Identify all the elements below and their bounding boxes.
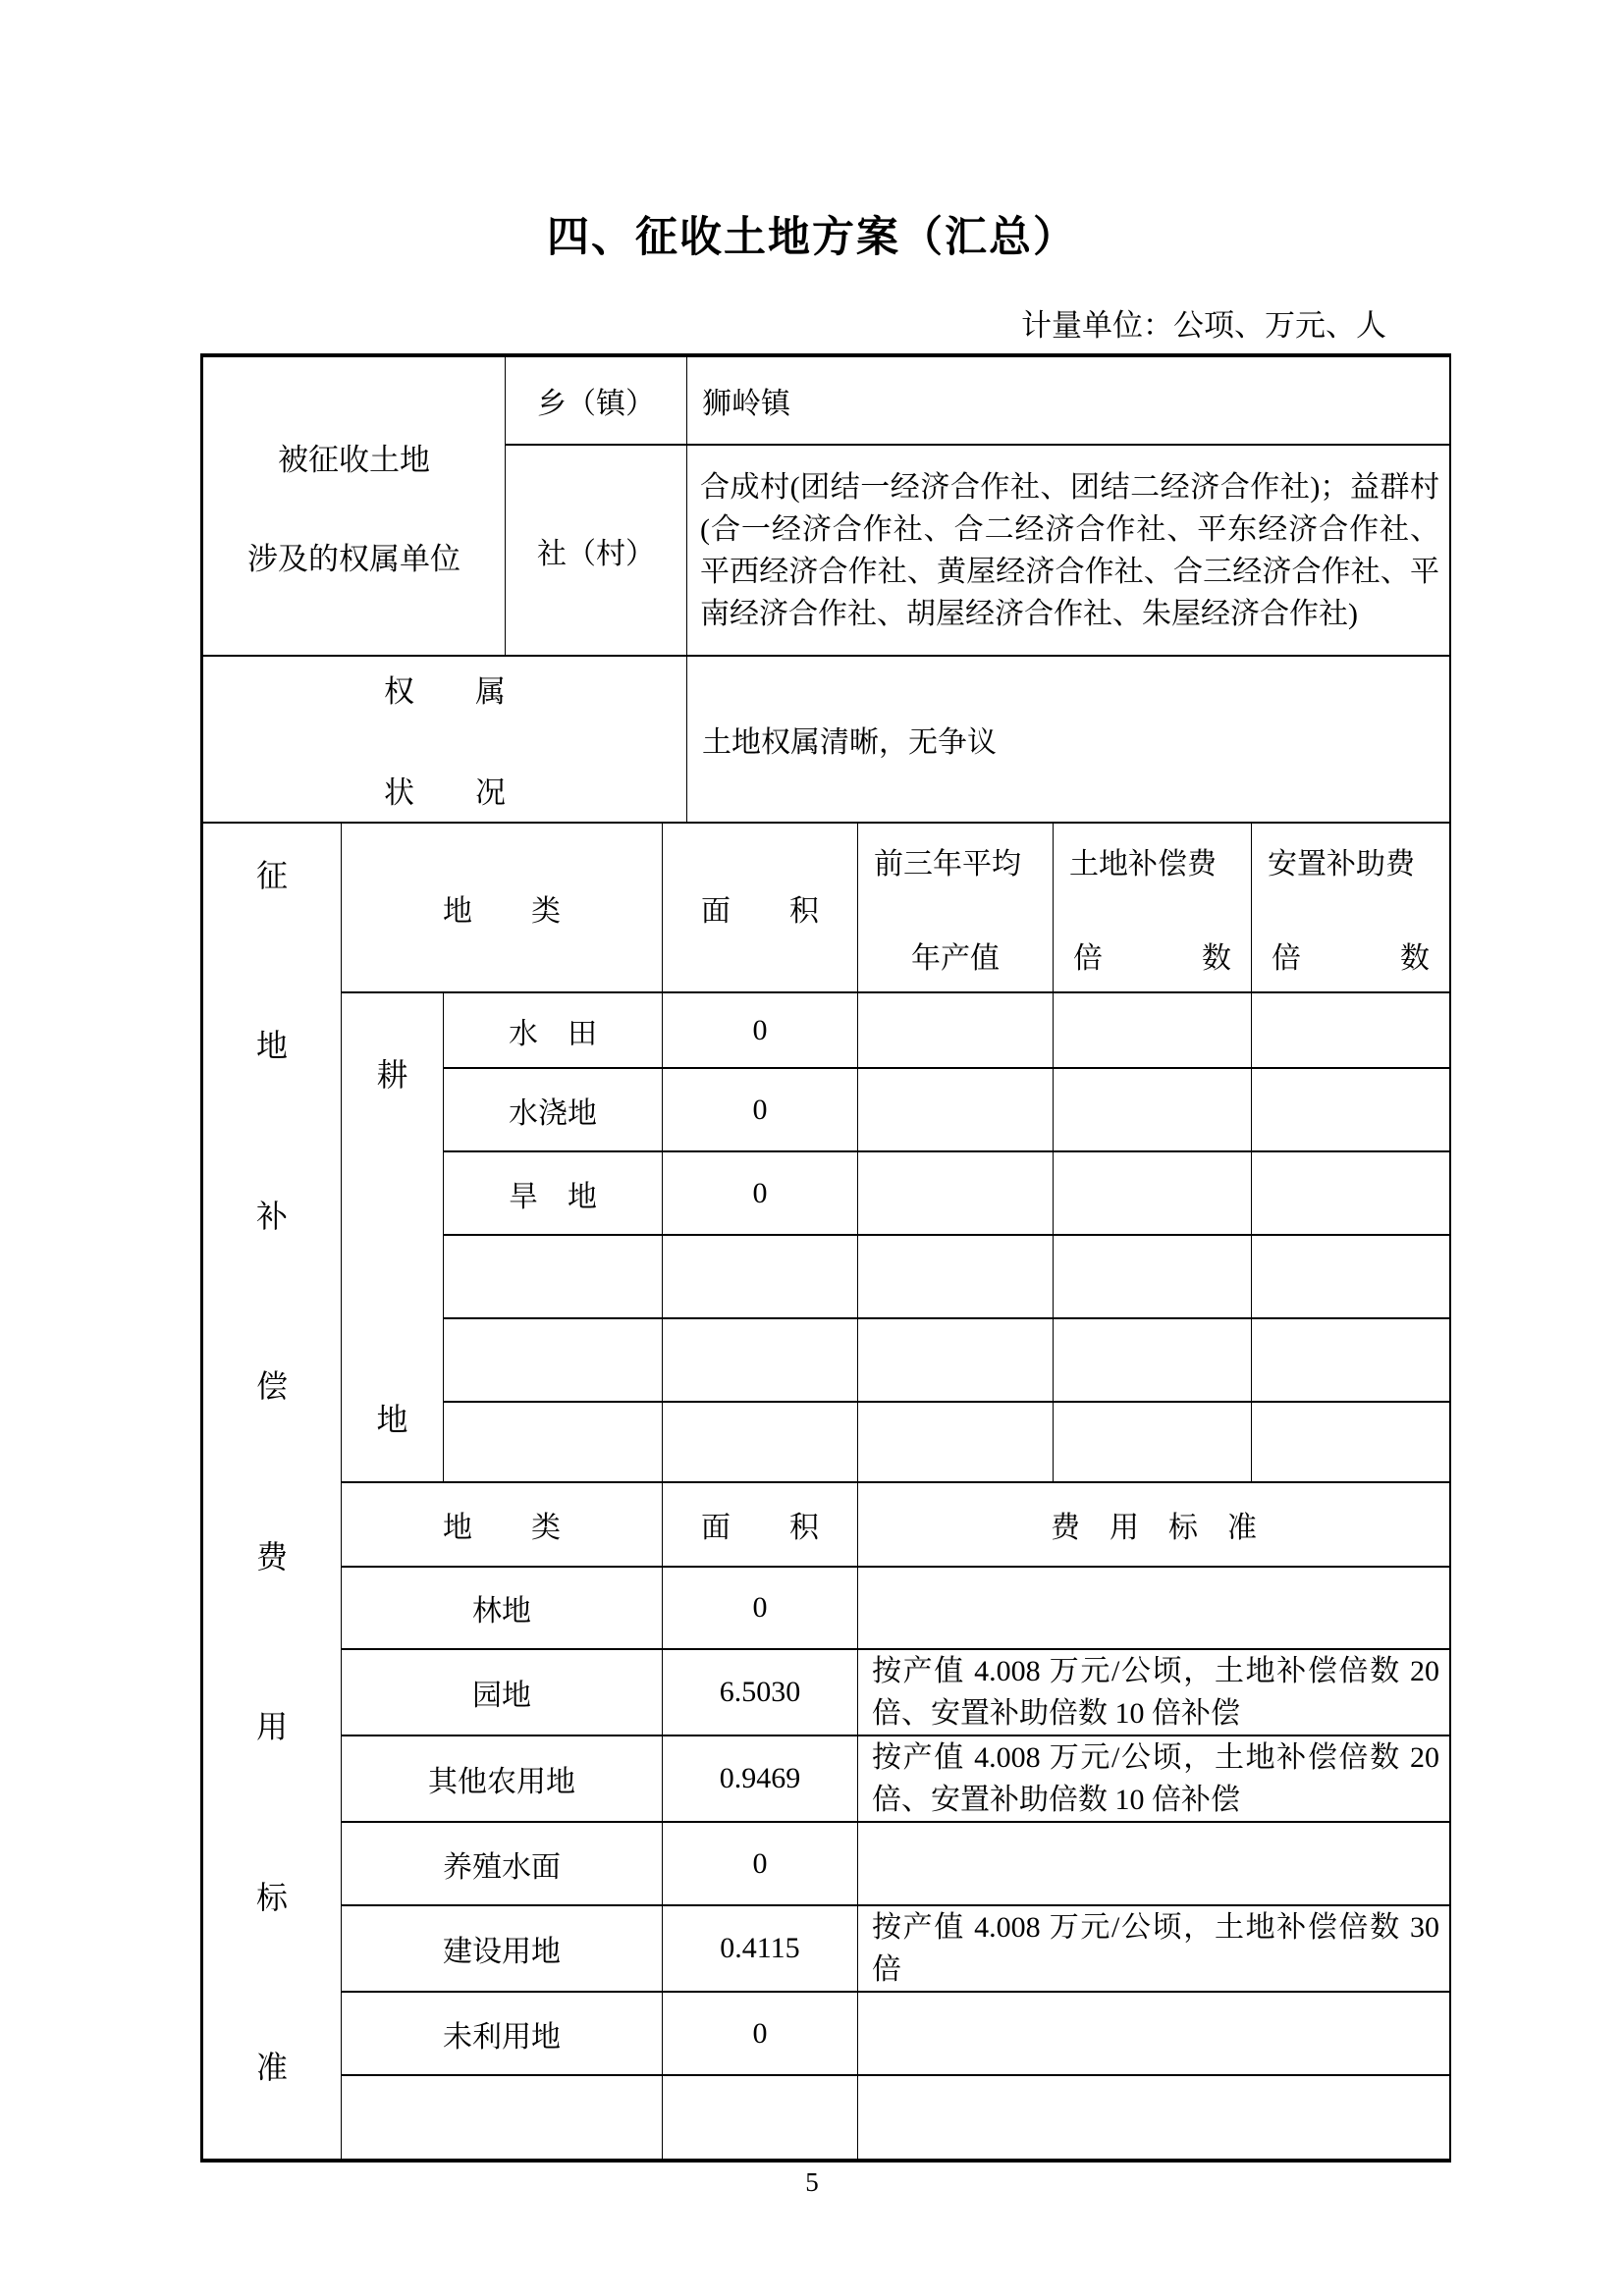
table-header-row (203, 1482, 1450, 1567)
header-avg-output-line1: 前三年平均 (874, 847, 1021, 881)
tenure-status-line2: 状 况 (384, 775, 506, 810)
acquired-land-units-line2: 涉及的权属单位 (247, 541, 460, 576)
section-vertical-label (203, 824, 341, 2159)
vertical-label-char: 补 (255, 1198, 288, 1234)
area-cell: 0 (663, 1151, 858, 1235)
header2-area-cell: 面 积 (663, 1482, 858, 1567)
fee-standard-cell (858, 2075, 1450, 2160)
land-comp-cell (1054, 1402, 1252, 1482)
table-row (203, 2075, 1450, 2160)
fee-standard-cell: 按产值 4.008 万元/公顷，土地补偿倍数 20 倍、安置补助倍数 10 倍补偿 (858, 1649, 1450, 1735)
vertical-label-char: 耕 (376, 1057, 408, 1093)
area-cell (663, 1235, 858, 1318)
tenure-status-cell (203, 656, 687, 823)
cultivated-land-label-cell (342, 992, 444, 1482)
vertical-label-char: 征 (255, 858, 288, 893)
header-avg-output-line2: 年产值 (911, 941, 1000, 975)
avg-output-cell (858, 1151, 1054, 1235)
table-row (203, 656, 1450, 823)
land-type-cell: 旱 地 (444, 1151, 663, 1235)
avg-output-cell (858, 992, 1054, 1068)
avg-output-cell (858, 1068, 1054, 1151)
acquired-land-units-line1: 被征收土地 (278, 442, 430, 477)
unit-note: 计量单位：公项、万元、人 (1021, 308, 1386, 343)
table-row (203, 1567, 1450, 1649)
header-land-comp-line1: 土地补偿费 (1069, 847, 1217, 881)
resettle-cell (1252, 1318, 1450, 1402)
land-type-cell (444, 1402, 663, 1482)
land-type-cell (444, 1235, 663, 1318)
resettle-cell (1252, 992, 1450, 1068)
tenure-status-label (203, 667, 686, 812)
header2-fee-standard-cell: 费 用 标 准 (858, 1482, 1450, 1567)
header-avg-output-cell (858, 823, 1054, 992)
header-resettle-line1: 安置补助费 (1268, 847, 1415, 881)
header-resettle-line2 (1268, 934, 1434, 977)
table-row (203, 356, 1450, 445)
land-type-cell: 未利用地 (342, 1992, 663, 2075)
area-cell: 0 (663, 1992, 858, 2075)
acquired-land-units-label (203, 435, 505, 578)
land-type-cell: 林地 (342, 1567, 663, 1649)
avg-output-cell (858, 1318, 1054, 1402)
vertical-label-char: 偿 (255, 1368, 288, 1405)
vertical-label-char: 标 (255, 1879, 288, 1915)
header-area-cell: 面 积 (663, 823, 858, 992)
multiple-char: 数 (1202, 941, 1231, 975)
multiple-char: 数 (1400, 941, 1430, 975)
multiple-char: 倍 (1272, 941, 1301, 975)
header-resettle-cell (1252, 823, 1450, 992)
land-type-cell: 水 田 (444, 992, 663, 1068)
land-comp-cell (1054, 1068, 1252, 1151)
tenure-status-line1: 权 属 (384, 674, 506, 709)
fee-standard-cell (858, 1567, 1450, 1649)
table-row (203, 1649, 1450, 1735)
tenure-status-value-cell: 土地权属清晰，无争议 (687, 656, 1450, 823)
area-cell: 6.5030 (663, 1649, 858, 1735)
township-value-cell: 狮岭镇 (687, 356, 1450, 445)
table-row (203, 1822, 1450, 1905)
table-row (203, 992, 1450, 1068)
vertical-label-char: 准 (255, 2049, 288, 2085)
land-type-cell (342, 2075, 663, 2160)
area-cell (663, 1402, 858, 1482)
table-row (203, 1735, 1450, 1822)
resettle-cell (1252, 1402, 1450, 1482)
page-title: 四、征收土地方案（汇总） (547, 215, 1077, 261)
land-type-cell: 水浇地 (444, 1068, 663, 1151)
area-cell: 0 (663, 992, 858, 1068)
table-row (203, 1905, 1450, 1992)
resettle-cell (1252, 1151, 1450, 1235)
avg-output-cell (858, 1235, 1054, 1318)
vertical-label-char: 用 (255, 1709, 288, 1745)
land-type-cell: 园地 (342, 1649, 663, 1735)
resettle-cell (1252, 1068, 1450, 1151)
fee-standard-cell: 按产值 4.008 万元/公顷，土地补偿倍数 20 倍、安置补助倍数 10 倍补偿 (858, 1735, 1450, 1822)
area-cell: 0.4115 (663, 1905, 858, 1992)
cultivated-land-vertical-label (342, 993, 443, 1481)
table-row (203, 1992, 1450, 2075)
acquired-land-units-cell (203, 356, 506, 656)
land-type-cell (444, 1318, 663, 1402)
land-acquisition-table (200, 353, 1451, 2163)
village-value-cell: 合成村(团结一经济合作社、团结二经济合作社)；益群村(合一经济合作社、合二经济合作社、平东经济合作社、平西经济合作社、黄屋经济合作社、合三经济合作社、平南经济合作社、胡屋经济合作社、朱屋经济合作社) (687, 445, 1450, 656)
avg-output-cell (858, 1402, 1054, 1482)
fee-standard-cell (858, 1822, 1450, 1905)
page-number: 5 (805, 2167, 819, 2197)
land-type-cell: 养殖水面 (342, 1822, 663, 1905)
land-comp-cell (1054, 1318, 1252, 1402)
vertical-label-char: 地 (376, 1402, 408, 1437)
village-label-cell: 社（村） (506, 445, 687, 656)
ownership-section-table (202, 355, 1450, 824)
land-comp-cell (1054, 992, 1252, 1068)
multiple-char: 倍 (1073, 941, 1103, 975)
header2-land-type-cell: 地 类 (342, 1482, 663, 1567)
header-land-type-cell: 地 类 (342, 823, 663, 992)
area-cell (663, 1318, 858, 1402)
area-cell: 0 (663, 1822, 858, 1905)
township-label-cell: 乡（镇） (506, 356, 687, 445)
area-cell: 0 (663, 1068, 858, 1151)
land-comp-cell (1054, 1235, 1252, 1318)
header-land-comp-line2 (1069, 934, 1235, 977)
land-comp-cell (1054, 1151, 1252, 1235)
vertical-label-char: 费 (255, 1538, 288, 1575)
header-land-comp-cell (1054, 823, 1252, 992)
table-header-row (203, 823, 1450, 992)
land-type-cell: 建设用地 (342, 1905, 663, 1992)
land-type-cell: 其他农用地 (342, 1735, 663, 1822)
vertical-label-char: 地 (255, 1028, 288, 1064)
fee-standard-cell: 按产值 4.008 万元/公顷，土地补偿倍数 30 倍 (858, 1905, 1450, 1992)
area-cell (663, 2075, 858, 2160)
fee-standard-cell (858, 1992, 1450, 2075)
compensation-section-table (202, 822, 1450, 2161)
section-vertical-label-cell (203, 823, 342, 2160)
area-cell: 0.9469 (663, 1735, 858, 1822)
area-cell: 0 (663, 1567, 858, 1649)
resettle-cell (1252, 1235, 1450, 1318)
